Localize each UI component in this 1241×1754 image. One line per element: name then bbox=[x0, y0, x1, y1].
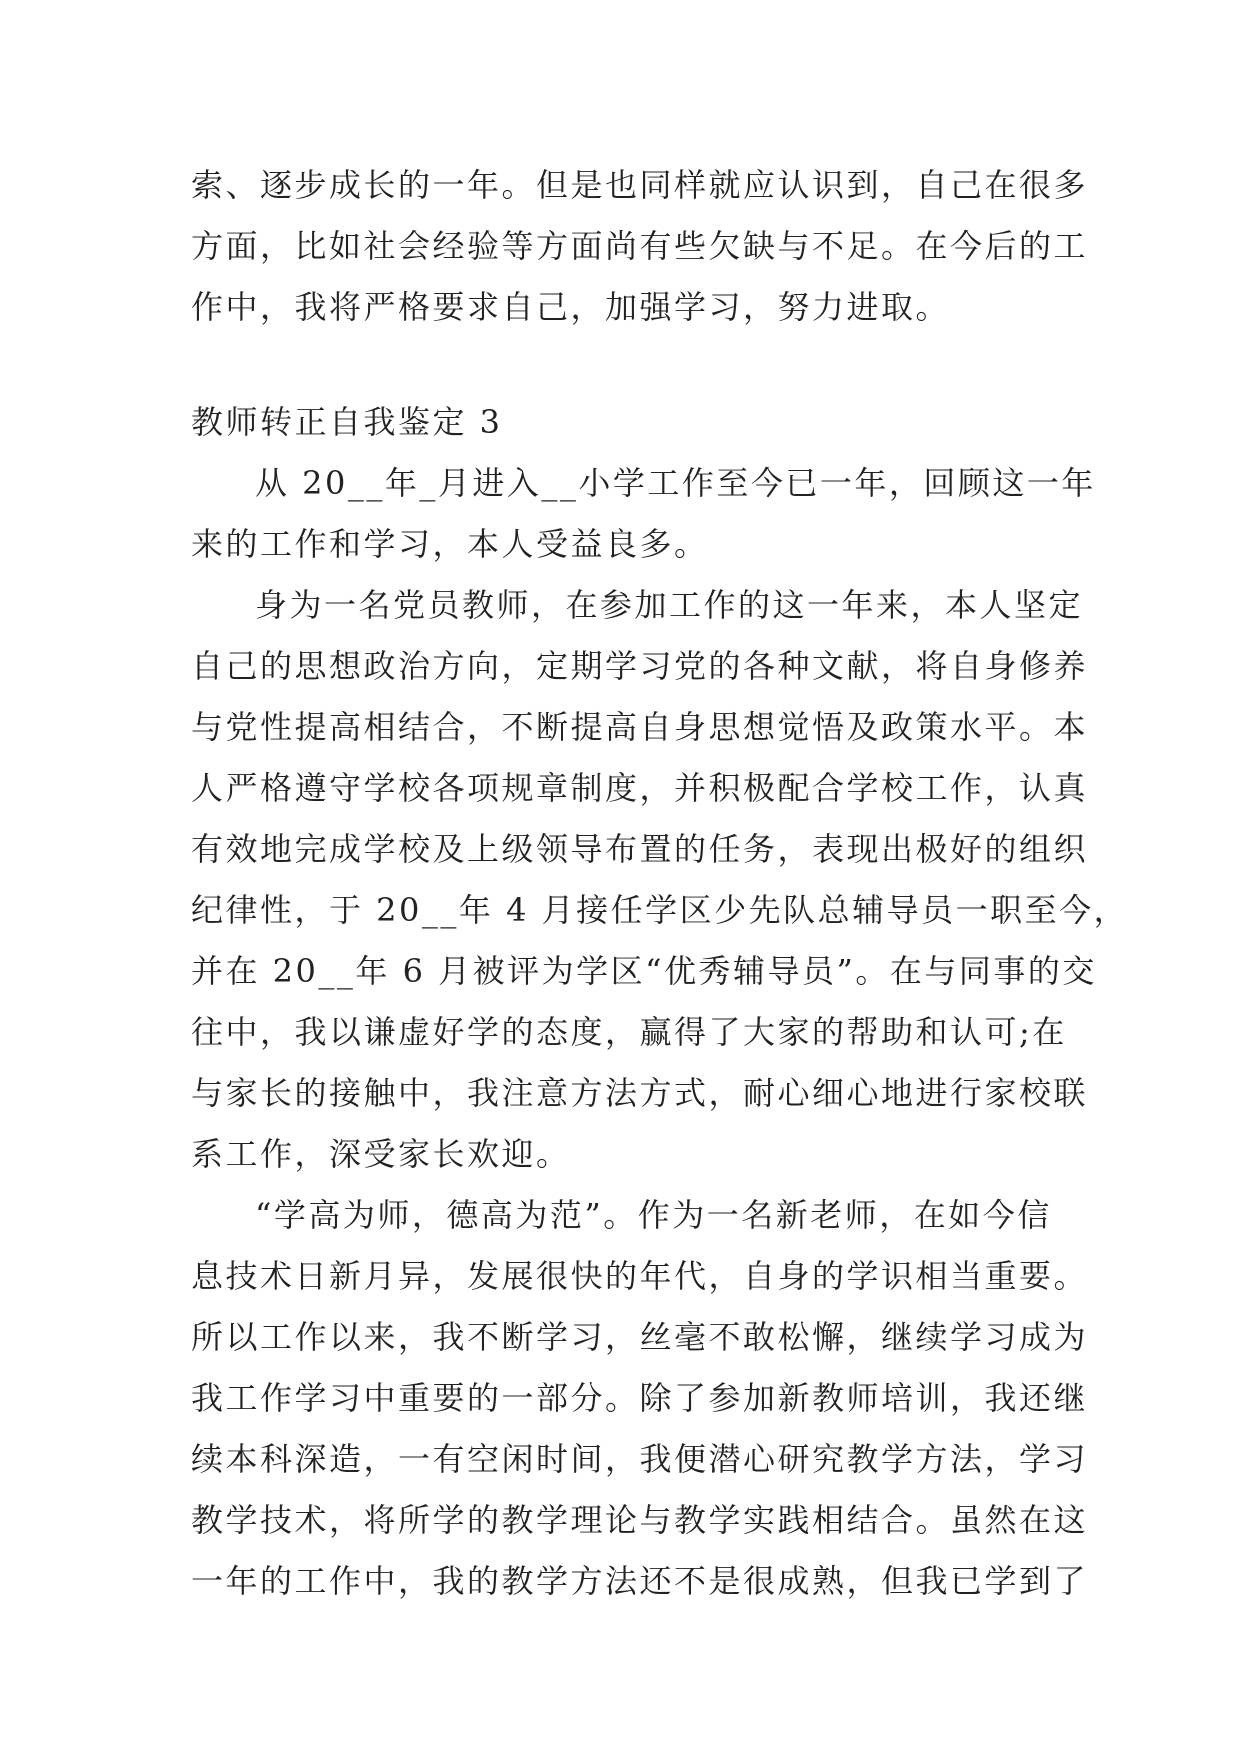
text-line: 与家长的接触中，我注意方法方式，耐心细心地进行家校联 bbox=[191, 1074, 1089, 1112]
paragraph-1 bbox=[191, 453, 1096, 575]
text-line: 索、逐步成长的一年。但是也同样就应认识到，自己在很多 bbox=[191, 166, 1089, 204]
section-title bbox=[191, 392, 1061, 453]
document-body bbox=[191, 155, 1129, 1612]
text-line: 往中，我以谦虚好学的态度，赢得了大家的帮助和认可;在 bbox=[191, 1013, 1067, 1051]
text-line: 息技术日新月异，发展很快的年代，自身的学识相当重要。 bbox=[191, 1257, 1089, 1295]
text-line: 人严格遵守学校各项规章制度，并积极配合学校工作，认真 bbox=[191, 769, 1089, 807]
text-line: 纪律性，于 20__年 4 月接任学区少先队总辅导员一职至今， bbox=[191, 891, 1129, 929]
text-line: 从 20__年_月进入__小学工作至今已一年，回顾这一年 bbox=[255, 464, 1096, 502]
text-line: 系工作，深受家长欢迎。 bbox=[191, 1135, 571, 1173]
paragraph-2 bbox=[191, 575, 1129, 1185]
text-line: 自己的思想政治方向，定期学习党的各种文献，将自身修养 bbox=[191, 647, 1089, 685]
text-line: 我工作学习中重要的一部分。除了参加新教师培训，我还继 bbox=[191, 1379, 1089, 1417]
section-title-text: 教师转正自我鉴定 3 bbox=[191, 403, 503, 441]
text-line: 有效地完成学校及上级领导布置的任务，表现出极好的组织 bbox=[191, 830, 1089, 868]
text-line: 一年的工作中，我的教学方法还不是很成熟，但我已学到了 bbox=[191, 1562, 1089, 1600]
text-line: 并在 20__年 6 月被评为学区“优秀辅导员”。在与同事的交 bbox=[191, 952, 1097, 990]
text-line: 身为一名党员教师，在参加工作的这一年来，本人坚定 bbox=[255, 586, 1084, 624]
text-line: “学高为师，德高为范”。作为一名新老师，在如今信 bbox=[255, 1196, 1052, 1234]
text-line: 方面，比如社会经验等方面尚有些欠缺与不足。在今后的工 bbox=[191, 227, 1089, 265]
intro-paragraph bbox=[191, 155, 1089, 338]
text-line: 续本科深造，一有空闲时间，我便潜心研究教学方法，学习 bbox=[191, 1440, 1089, 1478]
text-line: 教学技术，将所学的教学理论与教学实践相结合。虽然在这 bbox=[191, 1501, 1089, 1539]
text-line: 所以工作以来，我不断学习，丝毫不敢松懈，继续学习成为 bbox=[191, 1318, 1089, 1356]
paragraph-3 bbox=[191, 1185, 1089, 1612]
text-line: 作中，我将严格要求自己，加强学习，努力进取。 bbox=[191, 288, 951, 326]
text-line: 与党性提高相结合，不断提高自身思想觉悟及政策水平。本 bbox=[191, 708, 1089, 746]
text-line: 来的工作和学习，本人受益良多。 bbox=[191, 525, 709, 563]
